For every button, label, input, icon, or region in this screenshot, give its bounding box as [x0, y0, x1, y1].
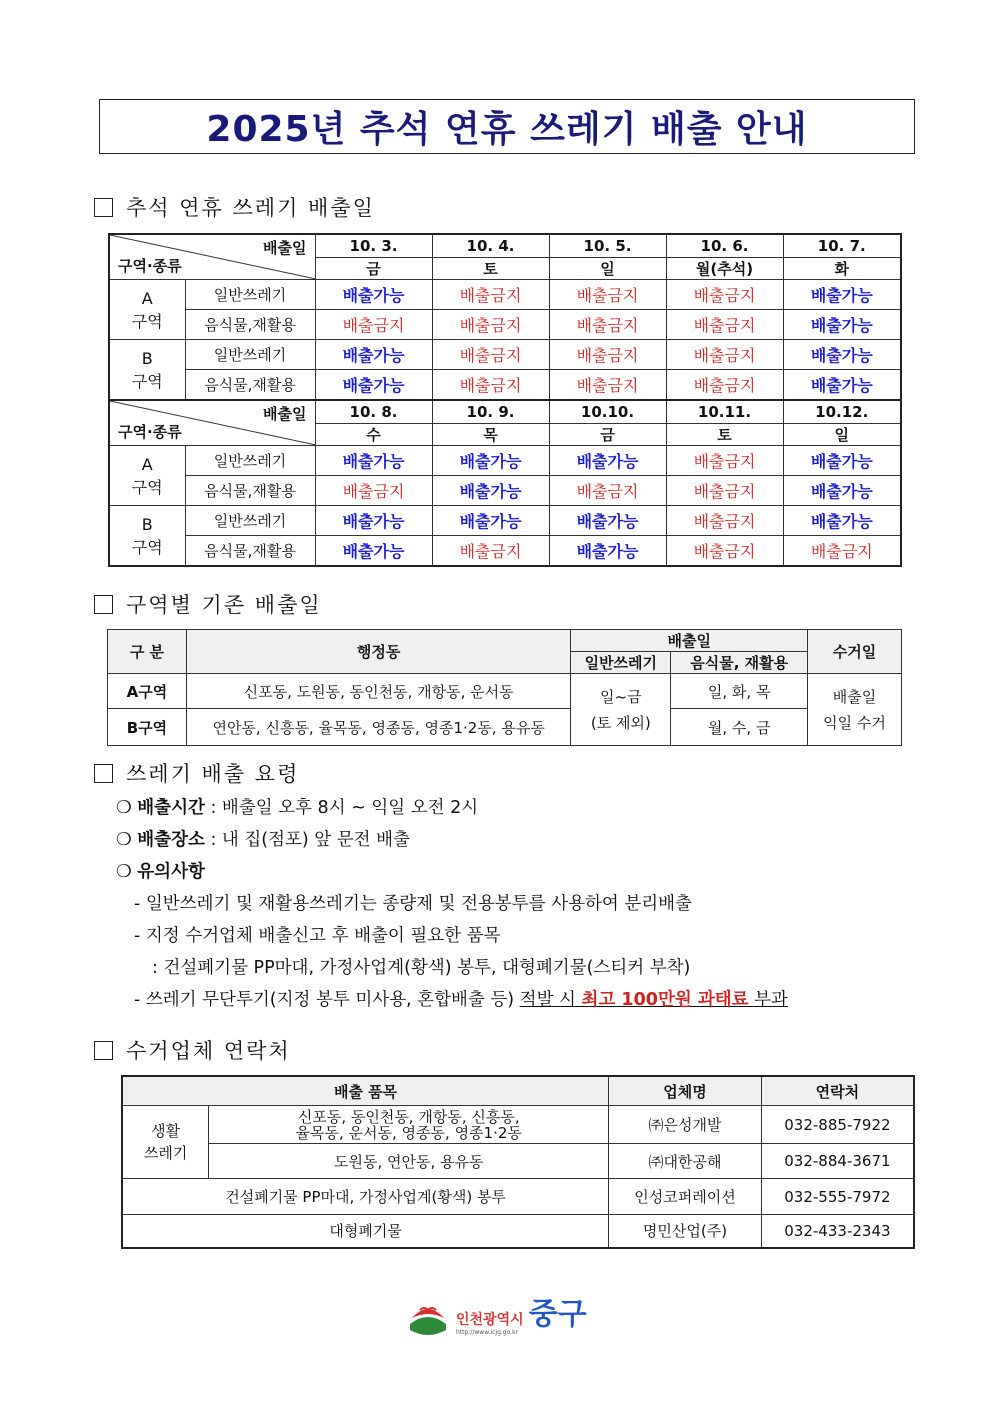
title-box: [99, 99, 915, 154]
waste-kind-cell: 음식물,재활용: [185, 370, 315, 401]
circle-bullet-icon: ❍: [116, 798, 138, 818]
checkbox-icon: [94, 595, 113, 614]
status-cell: 배출가능: [783, 370, 901, 401]
note-2: - 지정 수거업체 배출신고 후 배출이 필요한 품목: [134, 926, 501, 946]
weekday-header: 금: [549, 423, 666, 446]
status-cell: 배출금지: [432, 370, 549, 401]
section-title: 수거업체 연락처: [126, 1039, 291, 1063]
section-region-heading: [94, 589, 322, 619]
rule-time: ❍ 배출시간 : 배출일 오후 8시 ~ 익일 오전 2시: [116, 798, 479, 818]
rule-notes: ❍ 유의사항: [116, 862, 205, 882]
status-cell: 배출금지: [315, 476, 432, 506]
header-general: 일반쓰레기: [571, 652, 671, 674]
checkbox-icon: [94, 198, 113, 217]
header-day: 배출일: [571, 630, 808, 652]
date-header: 10.10.: [549, 400, 666, 423]
weekday-header: 토: [666, 423, 783, 446]
status-cell: 배출가능: [783, 506, 901, 536]
status-cell: 배출가능: [783, 310, 901, 340]
zone-b-cell: B 구역: [109, 340, 185, 401]
status-cell: 배출금지: [666, 446, 783, 476]
junggu-emblem-icon: [406, 1296, 450, 1340]
date-header: 10.11.: [666, 400, 783, 423]
zone-a-label: A구역: [108, 674, 187, 709]
circle-bullet-icon: ❍: [116, 830, 138, 850]
section-contact-heading: [94, 1035, 291, 1065]
weekday-header: 일: [783, 423, 901, 446]
weekday-header: 월(추석): [666, 257, 783, 280]
disposal-rules: [116, 792, 788, 1016]
date-header: 10. 5.: [549, 234, 666, 257]
note-3: - 쓰레기 무단투기(지정 봉투 미사용, 혼합배출 등) 적발 시 최고 100만원 과태료 부과: [134, 990, 788, 1010]
checkbox-icon: [94, 764, 113, 783]
contact-row3-phone: 032-555-7972: [761, 1179, 914, 1215]
contact-row2-dongs: 도원동, 연안동, 용유동: [209, 1144, 609, 1179]
date-header: 10. 4.: [432, 234, 549, 257]
weekday-header: 토: [432, 257, 549, 280]
contact-row1-dongs: 신포동, 동인천동, 개항동, 신흥동, 율목동, 운서동, 영종동, 영종1·2동: [209, 1106, 609, 1144]
header-dong: 행정동: [186, 630, 570, 674]
status-cell: 배출가능: [315, 506, 432, 536]
contact-row1-company: ㈜은성개발: [609, 1106, 762, 1144]
zone-b-cell: B 구역: [109, 506, 185, 567]
zone-b-dongs: 연안동, 신흥동, 율목동, 영종동, 영종1·2동, 용유동: [186, 709, 570, 746]
date-header: 10.12.: [783, 400, 901, 423]
header-gubun: 구 분: [108, 630, 187, 674]
status-cell: 배출금지: [549, 310, 666, 340]
status-cell: 배출금지: [432, 280, 549, 310]
status-cell: 배출금지: [549, 476, 666, 506]
contact-row2-company: ㈜대한공해: [609, 1144, 762, 1179]
life-waste-cell: 생활 쓰레기: [122, 1106, 209, 1179]
note-2-sub: : 건설폐기물 PP마대, 가정사업계(황색) 봉투, 대형폐기물(스티커 부착): [152, 958, 691, 978]
zone-a-cell: A 구역: [109, 446, 185, 506]
header-item: 배출 품목: [122, 1076, 609, 1106]
page-title: 2025년 추석 연휴 쓰레기 배출 안내: [206, 109, 808, 150]
collect-cell: [808, 674, 902, 746]
contact-row3-company: 인성코퍼레이션: [609, 1179, 762, 1215]
logo-text: 인천광역시 중구 http://www.icjg.go.kr: [456, 1297, 587, 1336]
header-food: 음식물, 재활용: [671, 652, 808, 674]
general-day-line2: (토 제외): [590, 713, 651, 732]
status-cell: 배출금지: [432, 536, 549, 567]
date-header: 10. 7.: [783, 234, 901, 257]
status-cell: 배출가능: [432, 446, 549, 476]
status-cell: 배출가능: [315, 280, 432, 310]
contact-row3-item: 건설폐기물 PP마대, 가정사업계(황색) 봉투: [122, 1179, 609, 1215]
checkbox-icon: [94, 1041, 113, 1060]
rule-place: ❍ 배출장소 : 내 집(점포) 앞 문전 배출: [116, 830, 410, 850]
status-cell: 배출가능: [783, 476, 901, 506]
holiday-schedule-table: [108, 233, 902, 567]
weekday-header: 금: [315, 257, 432, 280]
status-cell: 배출가능: [783, 280, 901, 310]
weekday-header: 목: [432, 423, 549, 446]
section-title: 추석 연휴 쓰레기 배출일: [126, 196, 375, 220]
status-cell: 배출가능: [315, 446, 432, 476]
status-cell: 배출금지: [315, 310, 432, 340]
weekday-header: 일: [549, 257, 666, 280]
status-cell: 배출금지: [666, 370, 783, 401]
general-day-line1: 일~금: [600, 687, 642, 706]
note-1: - 일반쓰레기 및 재활용쓰레기는 종량제 및 전용봉투를 사용하여 분리배출: [134, 894, 692, 914]
contact-row4-item: 대형폐기물: [122, 1215, 609, 1248]
status-cell: 배출금지: [666, 476, 783, 506]
status-cell: 배출금지: [549, 280, 666, 310]
waste-kind-cell: 음식물,재활용: [185, 476, 315, 506]
weekday-header: 수: [315, 423, 432, 446]
circle-bullet-icon: ❍: [116, 862, 138, 882]
status-cell: 배출가능: [315, 536, 432, 567]
waste-kind-cell: 음식물,재활용: [185, 310, 315, 340]
header-phone: 연락처: [761, 1076, 914, 1106]
date-header: 10. 3.: [315, 234, 432, 257]
waste-kind-cell: 일반쓰레기: [185, 280, 315, 310]
status-cell: 배출가능: [315, 340, 432, 370]
status-cell: 배출가능: [549, 446, 666, 476]
contact-row2-phone: 032-884-3671: [761, 1144, 914, 1179]
status-cell: 배출금지: [549, 370, 666, 401]
zone-a-food-days: 일, 화, 목: [671, 674, 808, 709]
weekday-header: 화: [783, 257, 901, 280]
status-cell: 배출금지: [432, 310, 549, 340]
waste-kind-cell: 일반쓰레기: [185, 506, 315, 536]
header-collect: 수거일: [808, 630, 902, 674]
contact-row4-phone: 032-433-2343: [761, 1215, 914, 1248]
date-header: 10. 8.: [315, 400, 432, 423]
status-cell: 배출금지: [783, 536, 901, 567]
status-cell: 배출가능: [783, 340, 901, 370]
fine-highlight: 최고 100만원 과태료: [581, 990, 749, 1010]
section-schedule-heading: [94, 192, 375, 222]
header-company: 업체명: [609, 1076, 762, 1106]
date-header: 10. 9.: [432, 400, 549, 423]
zone-b-food-days: 월, 수, 금: [671, 709, 808, 746]
contact-table: [121, 1075, 915, 1249]
status-cell: 배출금지: [666, 310, 783, 340]
status-cell: 배출금지: [549, 340, 666, 370]
contact-row1-phone: 032-885-7922: [761, 1106, 914, 1144]
status-cell: 배출금지: [666, 506, 783, 536]
waste-kind-cell: 일반쓰레기: [185, 340, 315, 370]
status-cell: 배출가능: [549, 536, 666, 567]
waste-kind-cell: 일반쓰레기: [185, 446, 315, 476]
status-cell: 배출금지: [666, 280, 783, 310]
status-cell: 배출금지: [666, 340, 783, 370]
diagonal-header-cell: 배출일 구역·종류: [109, 400, 315, 446]
region-schedule-table: [107, 629, 902, 746]
section-title: 구역별 기존 배출일: [126, 593, 322, 617]
status-cell: 배출금지: [432, 340, 549, 370]
section-rules-heading: [94, 758, 299, 788]
zone-b-label: B구역: [108, 709, 187, 746]
waste-kind-cell: 음식물,재활용: [185, 536, 315, 567]
zone-a-dongs: 신포동, 도원동, 동인천동, 개항동, 운서동: [186, 674, 570, 709]
status-cell: 배출가능: [432, 506, 549, 536]
junggu-logo: [406, 1296, 587, 1340]
date-header: 10. 6.: [666, 234, 783, 257]
collect-line2: 익일 수거: [823, 713, 886, 732]
contact-row4-company: 명민산업(주): [609, 1215, 762, 1248]
status-cell: 배출가능: [783, 446, 901, 476]
collect-line1: 배출일: [832, 687, 877, 706]
status-cell: 배출금지: [666, 536, 783, 567]
status-cell: 배출가능: [549, 506, 666, 536]
zone-a-cell: A 구역: [109, 280, 185, 340]
section-title: 쓰레기 배출 요령: [126, 762, 300, 786]
status-cell: 배출가능: [315, 370, 432, 401]
status-cell: 배출가능: [432, 476, 549, 506]
diagonal-header-cell: 배출일 구역·종류: [109, 234, 315, 280]
general-day-cell: [571, 674, 671, 746]
